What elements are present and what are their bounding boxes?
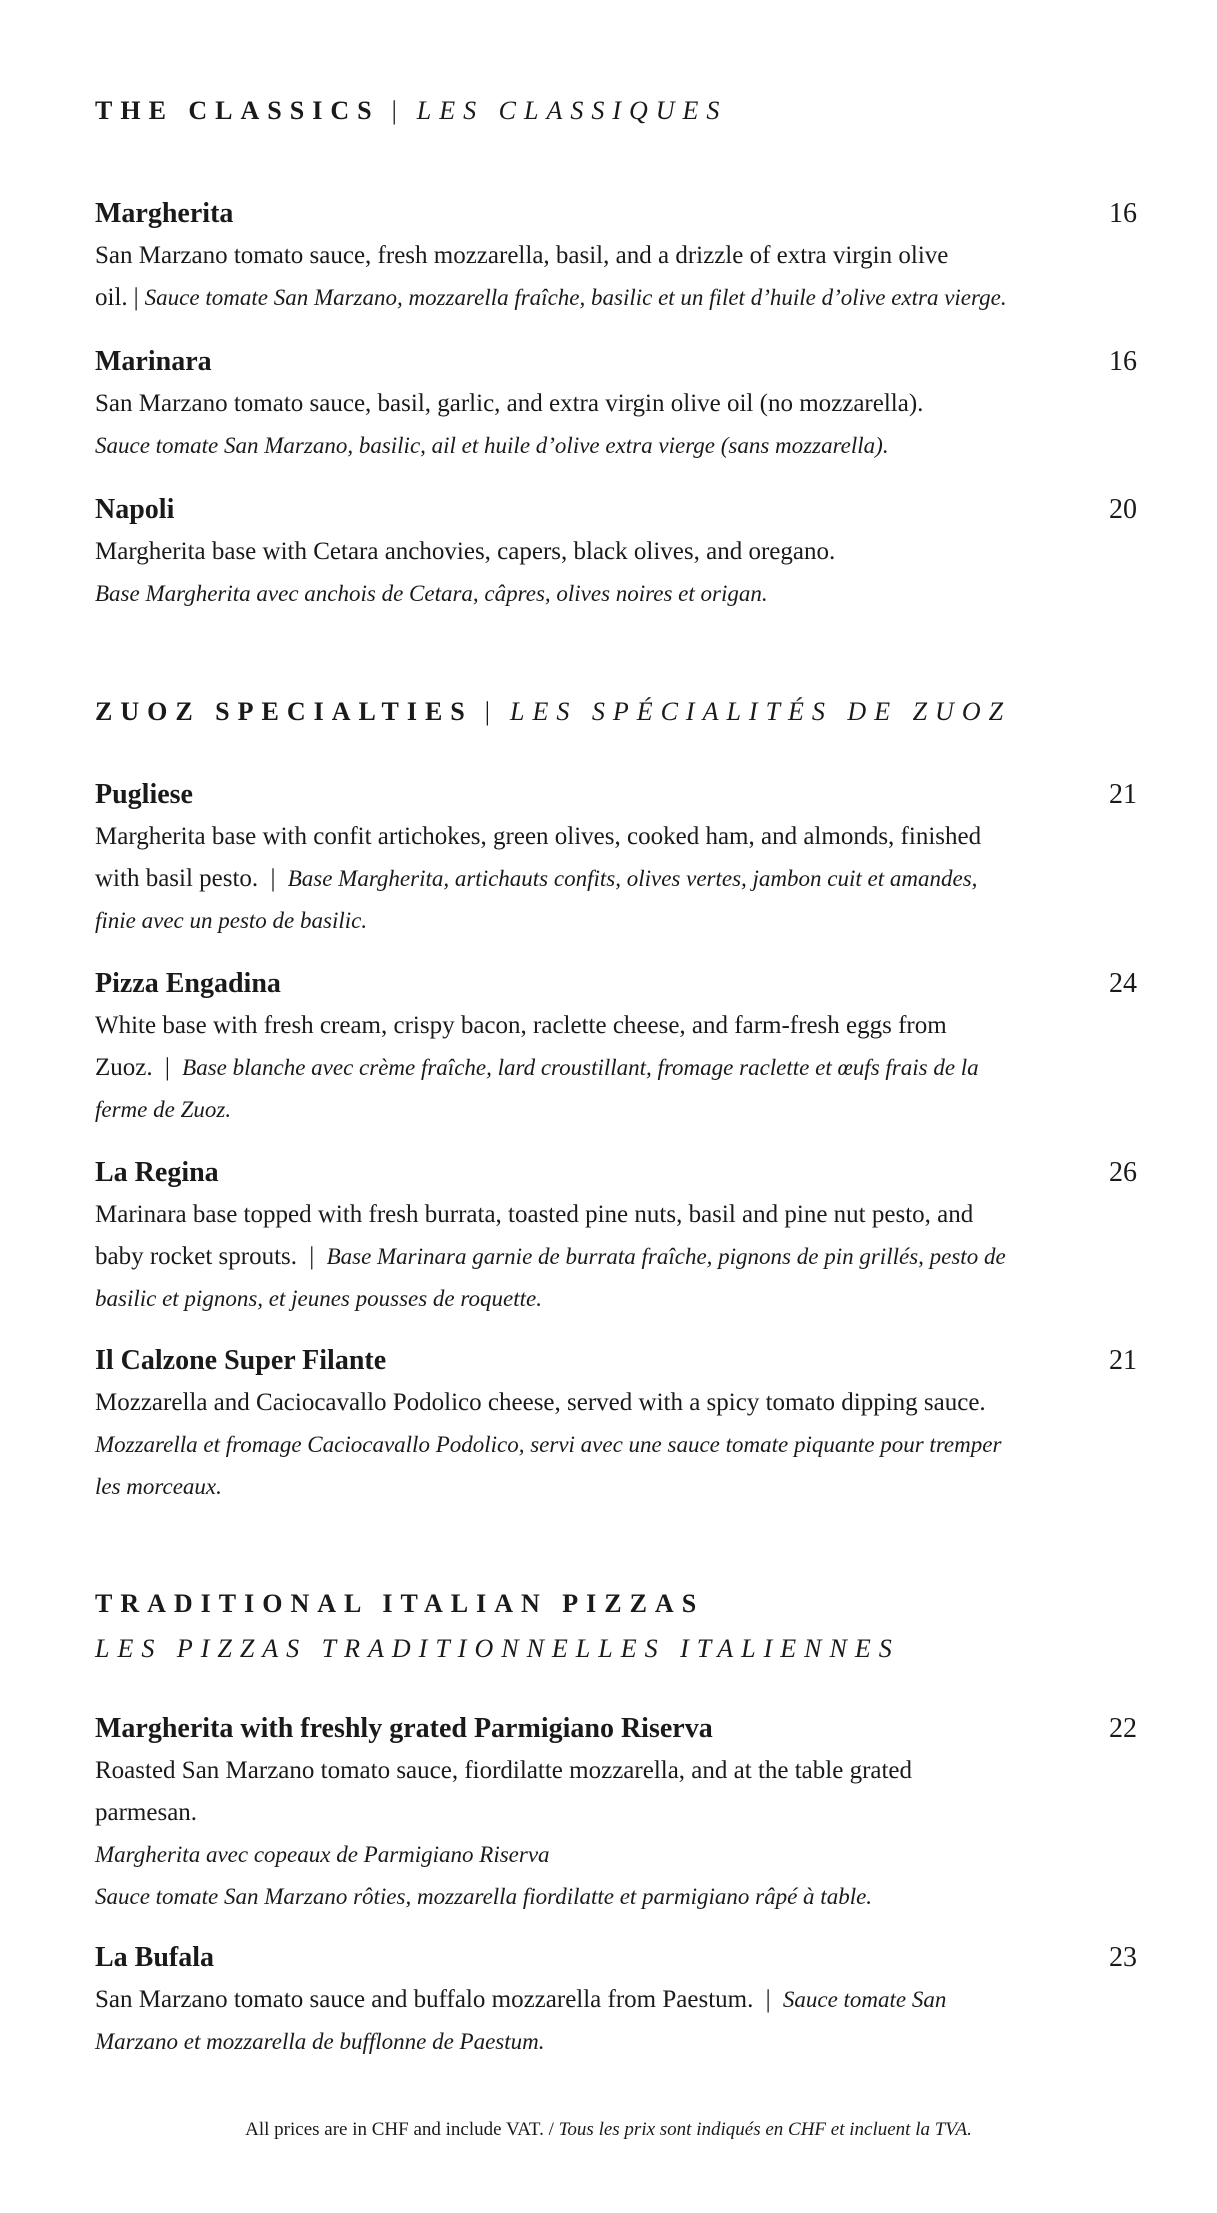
desc-en: Roasted San Marzano tomato sauce, fiordilatte mozzarella, and at the table grated bbox=[95, 1757, 913, 1784]
menu-item-napoli bbox=[95, 489, 1137, 615]
title-separator: | bbox=[391, 96, 397, 125]
desc-en-cont: parmesan. bbox=[95, 1799, 198, 1826]
section-title-zuoz-specialties bbox=[95, 697, 1011, 727]
desc-en: Mozzarella and Caciocavallo Podolico cheese, served with a spicy tomato dipping sauce. bbox=[95, 1389, 986, 1416]
item-name: Napoli bbox=[95, 494, 175, 525]
desc-en-cont: oil. bbox=[95, 284, 128, 311]
desc-fr: Sauce tomate San Marzano, mozzarella fraîche, basilic et un filet d’huile d’olive extra vierge. bbox=[144, 285, 1007, 310]
section-title-classics bbox=[95, 96, 727, 126]
desc-fr: Base blanche avec crème fraîche, lard croustillant, fromage raclette et œufs frais de la bbox=[182, 1055, 979, 1080]
item-name: La Bufala bbox=[95, 1942, 215, 1973]
item-description: San Marzano tomato sauce and buffalo mozzarella from Paestum. | Sauce tomate San Marzano et mozzarella de bufflonne de Paestum. bbox=[95, 1979, 1137, 2063]
item-price: 20 bbox=[1109, 494, 1137, 525]
desc-en-cont: baby rocket sprouts. bbox=[95, 1243, 298, 1270]
desc-fr: Base Marinara garnie de burrata fraîche, pignons de pin grillés, pesto de bbox=[326, 1244, 1006, 1269]
desc-fr-cont: finie avec un pesto de basilic. bbox=[95, 908, 368, 933]
desc-fr-cont: les morceaux. bbox=[95, 1474, 222, 1499]
desc-fr: Base Margherita avec anchois de Cetara, câpres, olives noires et origan. bbox=[95, 581, 768, 606]
item-description: White base with fresh cream, crispy bacon, raclette cheese, and farm-fresh eggs from Zuoz. | Base blanche avec crème fraîche, lard croustillant, fromage raclette et œufs frais de la ferme de Zuoz. bbox=[95, 1005, 1137, 1131]
menu-item-la-regina bbox=[95, 1152, 1137, 1320]
item-description bbox=[95, 1382, 1137, 1508]
item-name: Pizza Engadina bbox=[95, 968, 281, 999]
item-name-fr: Margherita avec copeaux de Parmigiano Riserva bbox=[95, 1842, 550, 1867]
item-description: Margherita base with confit artichokes, green olives, cooked ham, and almonds, finished with basil pesto. | Base Margherita, artichauts confits, olives vertes, jambon cuit et amandes, finie avec un pesto de basilic. bbox=[95, 816, 1137, 942]
desc-fr: Sauce tomate San bbox=[782, 1987, 947, 2012]
section-title-fr: LES SPÉCIALITÉS DE ZUOZ bbox=[509, 697, 1012, 726]
item-name: La Regina bbox=[95, 1157, 219, 1188]
footer-fr: Tous les prix sont indiqués en CHF et incluent la TVA. bbox=[558, 2119, 972, 2140]
section-title-en: TRADITIONAL ITALIAN PIZZAS bbox=[95, 1589, 705, 1618]
item-price: 24 bbox=[1109, 968, 1137, 999]
section-title-en: ZUOZ SPECIALTIES bbox=[95, 697, 473, 726]
desc-en-cont: with basil pesto. bbox=[95, 865, 259, 892]
desc-en: White base with fresh cream, crispy bacon, raclette cheese, and farm-fresh eggs from bbox=[95, 1012, 947, 1039]
menu-item-marinara bbox=[95, 341, 1137, 467]
menu-item-margherita-parmigiano bbox=[95, 1708, 1137, 1918]
menu-item-pugliese bbox=[95, 774, 1137, 942]
item-description: San Marzano tomato sauce, fresh mozzarella, basil, and a drizzle of extra virgin olive oil. | Sauce tomate San Marzano, mozzarella fraîche, basilic et un filet d’huile d’olive extra vierge. bbox=[95, 235, 1137, 319]
desc-en: San Marzano tomato sauce, basil, garlic, and extra virgin olive oil (no mozzarella). bbox=[95, 390, 924, 417]
item-name: Margherita with freshly grated Parmigiano Riserva bbox=[95, 1713, 713, 1744]
desc-fr-cont: ferme de Zuoz. bbox=[95, 1097, 232, 1122]
title-separator: | bbox=[484, 697, 490, 726]
item-name: Marinara bbox=[95, 346, 212, 377]
item-price: 16 bbox=[1109, 198, 1137, 229]
section-title-en: THE CLASSICS bbox=[95, 96, 380, 125]
footer-en: All prices are in CHF and include VAT. / bbox=[245, 2119, 554, 2140]
desc-en: Marinara base topped with fresh burrata, toasted pine nuts, basil and pine nut pesto, and bbox=[95, 1201, 974, 1228]
item-description bbox=[95, 531, 1137, 615]
desc-en: Margherita base with Cetara anchovies, capers, black olives, and oregano. bbox=[95, 538, 836, 565]
menu-item-pizza-engadina bbox=[95, 963, 1137, 1131]
section-title-traditional-italian-pizzas bbox=[95, 1589, 704, 1619]
item-price: 23 bbox=[1109, 1942, 1137, 1973]
desc-fr-cont: Marzano et mozzarella de bufflonne de Paestum. bbox=[95, 2029, 545, 2054]
item-price: 26 bbox=[1109, 1157, 1137, 1188]
desc-fr-cont: basilic et pignons, et jeunes pousses de roquette. bbox=[95, 1286, 542, 1311]
menu-item-il-calzone-super-filante bbox=[95, 1340, 1137, 1508]
desc-fr: Mozzarella et fromage Caciocavallo Podolico, servi avec une sauce tomate piquante pour tremper bbox=[95, 1432, 1002, 1457]
desc-fr: Base Margherita, artichauts confits, olives vertes, jambon cuit et amandes, bbox=[287, 866, 978, 891]
desc-fr: Sauce tomate San Marzano, basilic, ail et huile d’olive extra vierge (sans mozzarella). bbox=[95, 433, 889, 458]
item-name: Il Calzone Super Filante bbox=[95, 1345, 387, 1376]
price-note-footer bbox=[0, 2119, 1217, 2141]
desc-en: Margherita base with confit artichokes, green olives, cooked ham, and almonds, finished bbox=[95, 823, 982, 850]
desc-en: San Marzano tomato sauce and buffalo mozzarella from Paestum. bbox=[95, 1986, 754, 2013]
item-price: 21 bbox=[1109, 779, 1137, 810]
desc-fr: Sauce tomate San Marzano rôties, mozzarella fiordilatte et parmigiano râpé à table. bbox=[95, 1884, 873, 1909]
item-description bbox=[95, 383, 1137, 467]
desc-en: San Marzano tomato sauce, fresh mozzarella, basil, and a drizzle of extra virgin olive bbox=[95, 242, 949, 269]
item-description bbox=[95, 1750, 1137, 1918]
menu-item-la-bufala bbox=[95, 1937, 1137, 2063]
item-description: Marinara base topped with fresh burrata, toasted pine nuts, basil and pine nut pesto, and baby rocket sprouts. | Base Marinara garnie de burrata fraîche, pignons de pin grillés, pesto de basilic et pignons, et jeunes pousses de roquette. bbox=[95, 1194, 1137, 1320]
desc-en-cont: Zuoz. bbox=[95, 1054, 153, 1081]
item-price: 21 bbox=[1109, 1345, 1137, 1376]
menu-item-margherita bbox=[95, 193, 1137, 319]
item-name: Margherita bbox=[95, 198, 234, 229]
section-title-fr: LES CLASSIQUES bbox=[416, 96, 728, 125]
item-name: Pugliese bbox=[95, 779, 193, 810]
item-price: 22 bbox=[1109, 1713, 1137, 1744]
item-price: 16 bbox=[1109, 346, 1137, 377]
section-subtitle-fr: LES PIZZAS TRADITIONNELLES ITALIENNES bbox=[95, 1634, 900, 1663]
